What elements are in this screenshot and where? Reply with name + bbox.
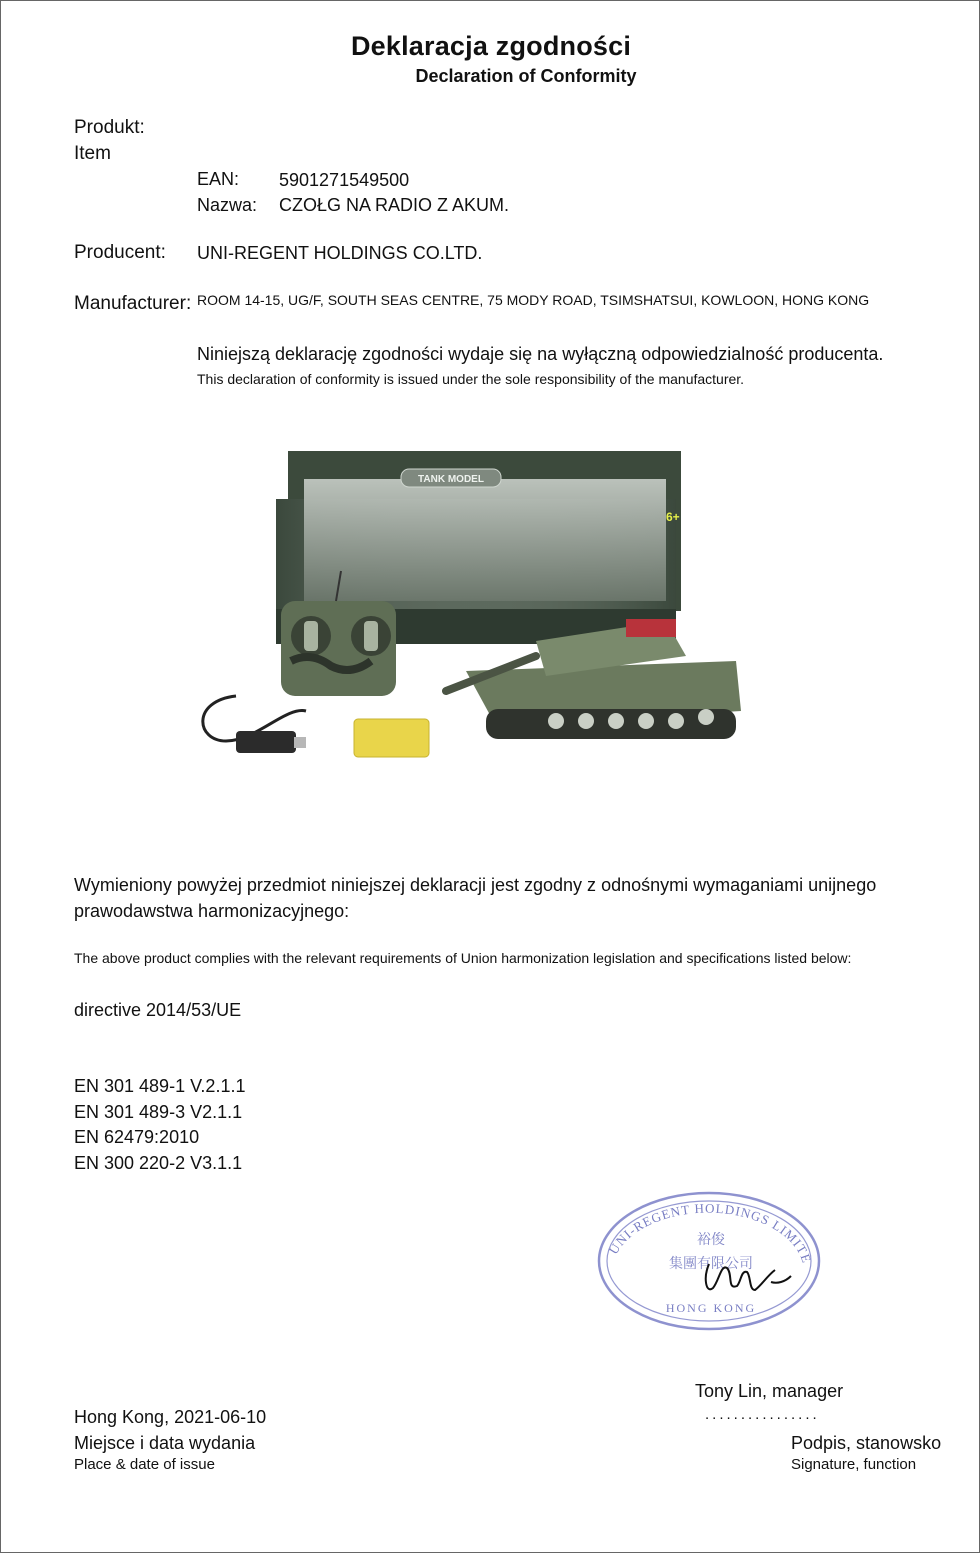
product-illustration xyxy=(196,441,766,781)
standard-1: EN 301 489-1 V.2.1.1 xyxy=(74,1076,246,1096)
box-window xyxy=(304,479,666,601)
producer-value: UNI-REGENT HOLDINGS CO.LTD. xyxy=(197,243,483,263)
place-label-pl: Miejsce i data wydania xyxy=(74,1433,256,1453)
place-label-en: Place & date of issue xyxy=(74,1456,215,1473)
standard-2: EN 301 489-3 V2.1.1 xyxy=(74,1102,243,1122)
responsibility-en: This declaration of conformity is issued under the sole responsibility of the manufacturer. xyxy=(197,371,745,387)
compliance-pl-line1: Wymieniony powyżej przedmiot niniejszej deklaracji jest zgodny z odnośnymi wymaganiami unijnego xyxy=(74,875,877,895)
battery-pack xyxy=(354,719,429,757)
product-photo xyxy=(196,441,766,781)
place-date: Hong Kong, 2021-06-10 xyxy=(74,1407,267,1427)
standard-3: EN 62479:2010 xyxy=(74,1127,200,1147)
stamp-cn-line2: 集團有限公司 xyxy=(669,1256,753,1272)
producer-label: Producent: xyxy=(74,242,166,263)
manufacturer-address: ROOM 14-15, UG/F, SOUTH SEAS CENTRE, 75 MODY ROAD, TSIMSHATSUI, KOWLOON, HONG KONG xyxy=(197,292,870,308)
ean-label: EAN: xyxy=(197,169,240,189)
compliance-pl-line2: prawodawstwa harmonizacyjnego: xyxy=(74,901,350,921)
signatory: Tony Lin, manager xyxy=(695,1381,844,1401)
compliance-en: The above product complies with the relevant requirements of Union harmonization legislation and specifications listed below: xyxy=(74,950,852,966)
stamp-cn-line1: 裕俊 xyxy=(697,1232,725,1248)
signature-dots: ................ xyxy=(705,1406,820,1423)
standard-4: EN 300 220-2 V3.1.1 xyxy=(74,1153,243,1173)
stamp-illustration xyxy=(591,1186,826,1331)
stamp-outer-text: UNI-REGENT HOLDINGS LIMITE xyxy=(605,1200,815,1266)
sign-label-pl: Podpis, stanowsko xyxy=(791,1433,942,1453)
stamp-bottom-text: HONG KONG xyxy=(665,1301,757,1315)
responsibility-pl: Niniejszą deklarację zgodności wydaje się na wyłączną odpowiedzialność producenta. xyxy=(197,344,884,364)
sign-label-en: Signature, function xyxy=(791,1456,917,1473)
directive: directive 2014/53/UE xyxy=(74,1000,242,1020)
page-subtitle: Declaration of Conformity xyxy=(415,66,637,86)
manufacturer-label: Manufacturer: xyxy=(74,293,192,314)
name-value: CZOŁG NA RADIO Z AKUM. xyxy=(279,195,510,215)
box-label: TANK MODEL xyxy=(418,474,484,485)
name-label: Nazwa: xyxy=(197,195,258,215)
product-label-en: Item xyxy=(74,143,111,164)
company-stamp xyxy=(591,1186,826,1331)
page-title: Deklaracja zgodności xyxy=(350,31,632,61)
product-label-pl: Produkt: xyxy=(74,117,145,138)
age-label: 6+ xyxy=(666,510,680,524)
ean-value: 5901271549500 xyxy=(279,170,410,190)
